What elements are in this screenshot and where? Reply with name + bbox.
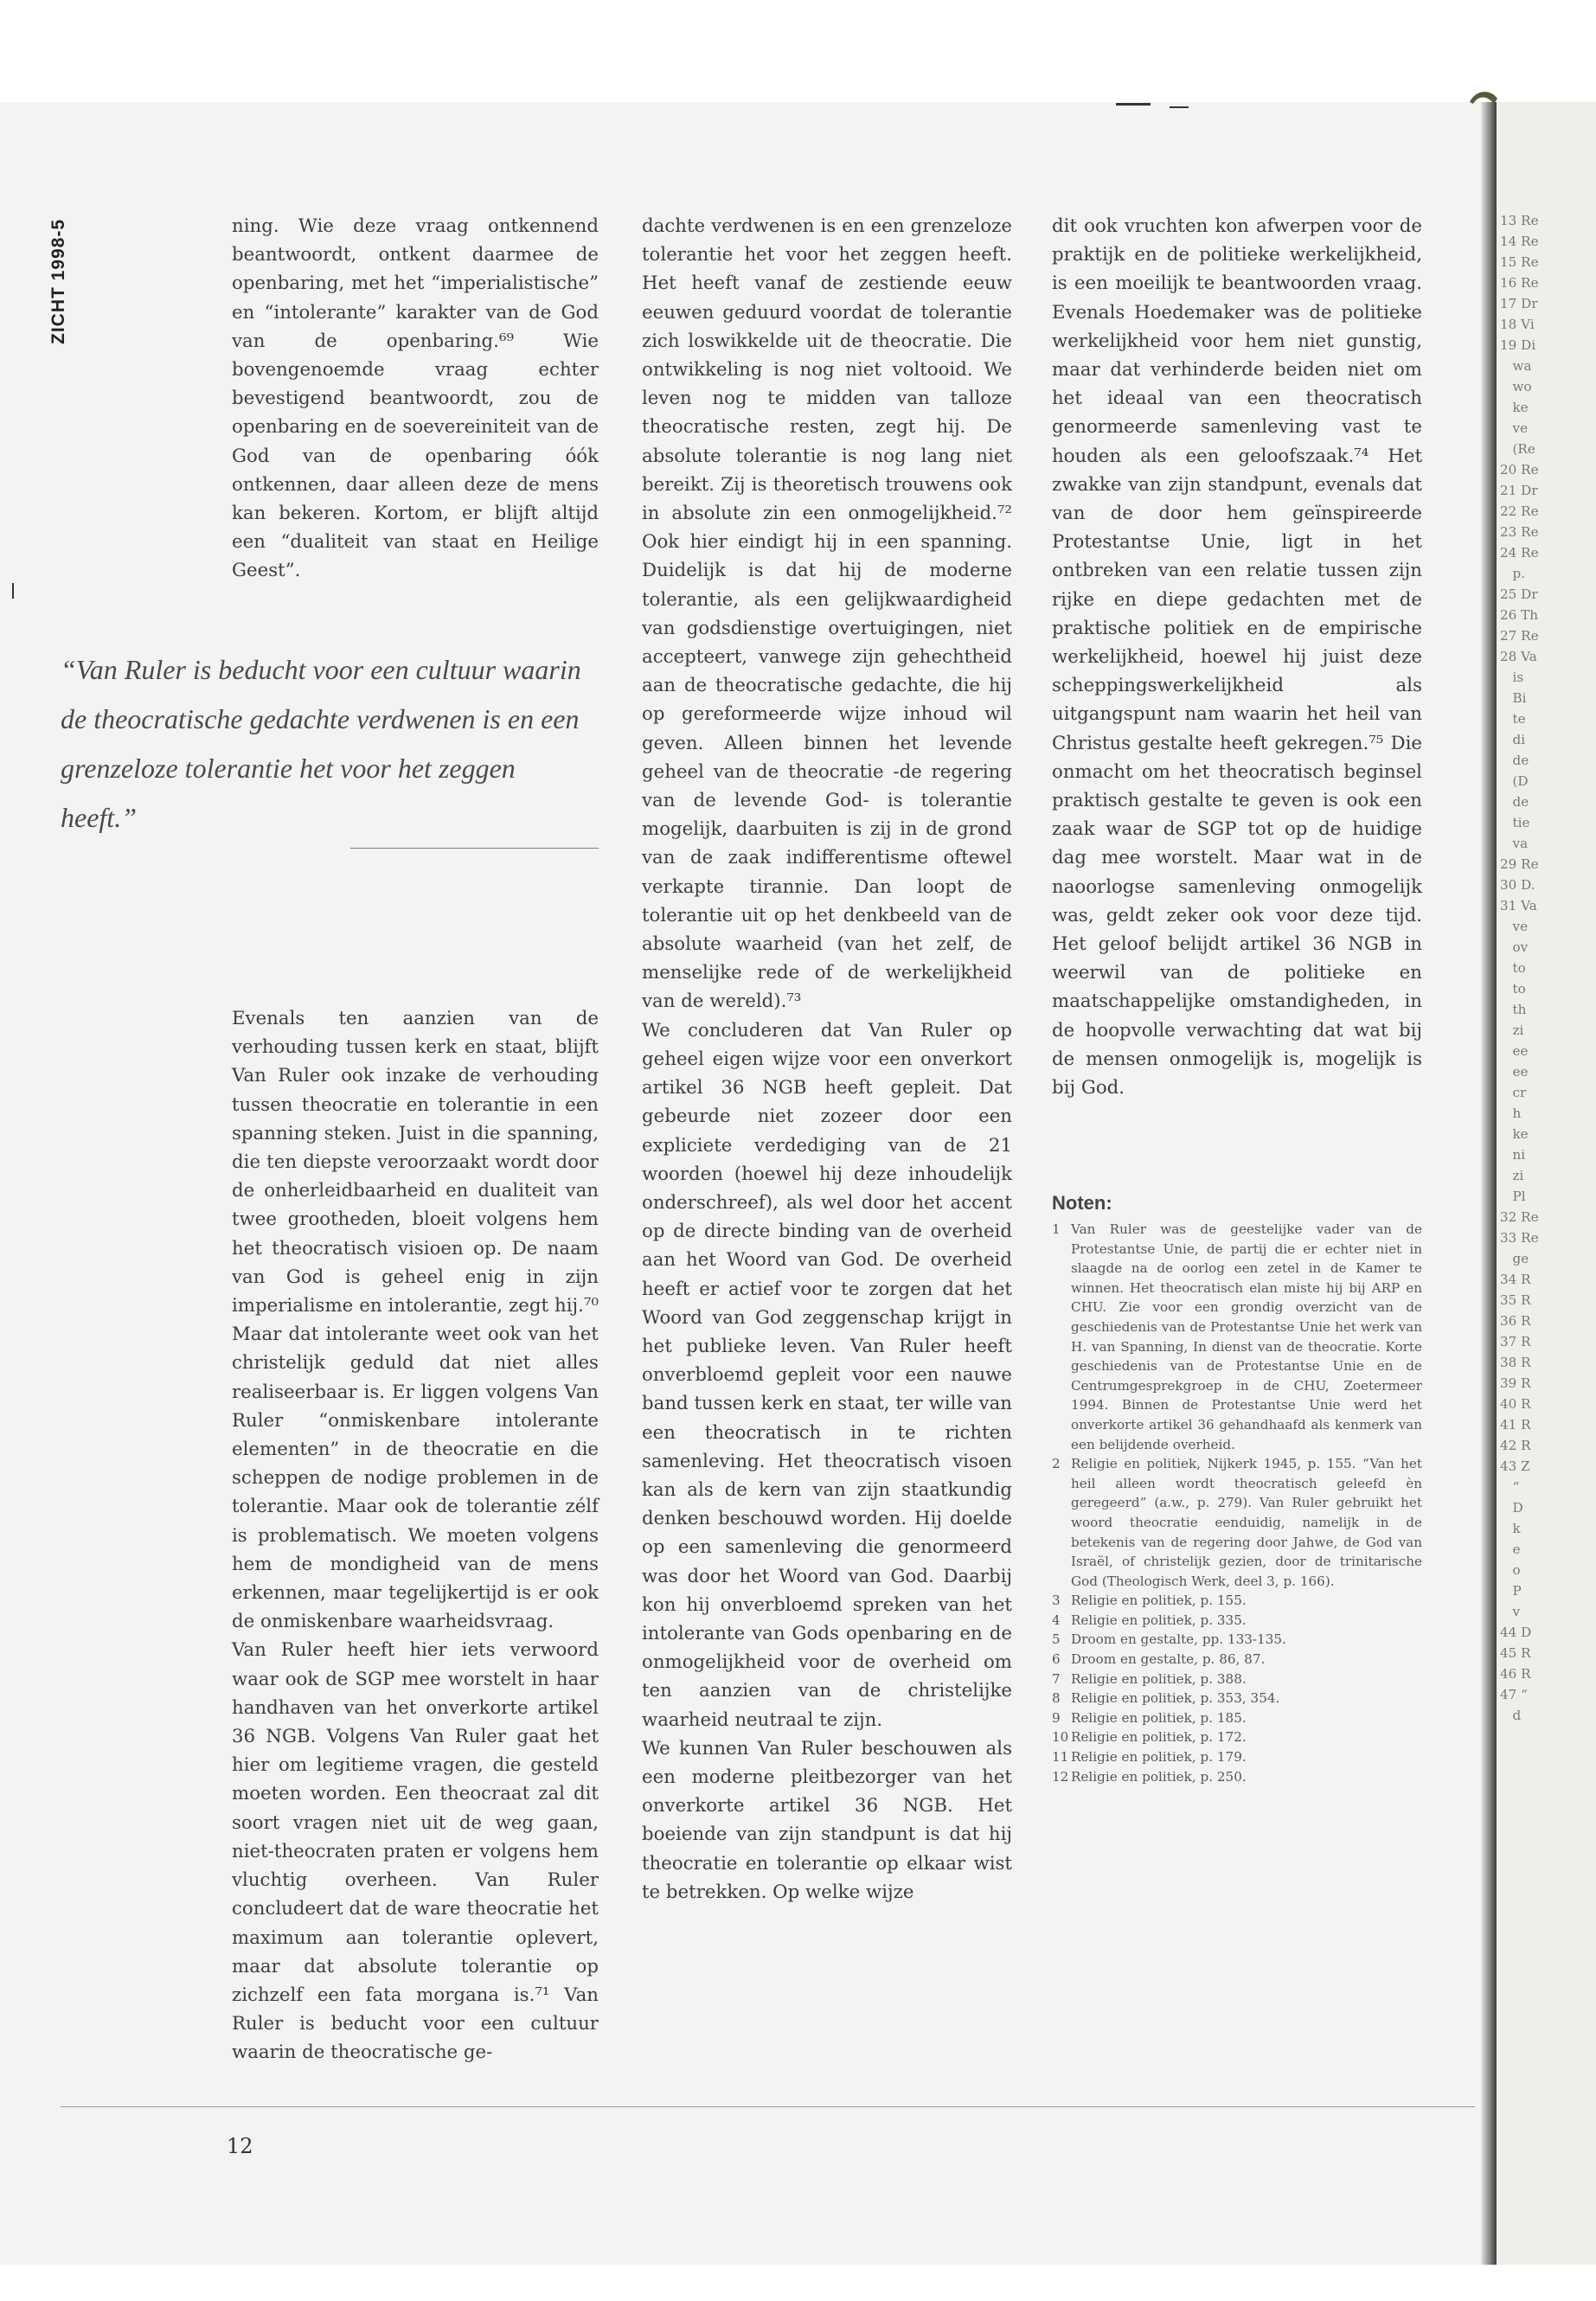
scan-mark — [12, 583, 14, 599]
note-text: Van Ruler was de geestelijke vader van de Protestantse Unie, de partij die er echter niet in slaagde na de oorlog een zetel in de Kamer te winnen. Het theocratisch elan miste hij bij ARP en CHU. Zie voor een grondig overzicht van de geschiedenis van de Protestantse Unie het werk van H. van Spanning, In dienst van de theocratie. Korte geschiedenis van de Protestantse Unie en de Centrumgesprekgroep in de CHU, Zoetermeer 1994. Binnen de Protestantse Unie werd het onverkorte artikel 36 gehandhaafd als kenmerk van een belijdende overheid. — [1071, 1221, 1422, 1452]
note-item — [1052, 1220, 1422, 1454]
note-item — [1052, 1591, 1422, 1611]
note-item — [1052, 1650, 1422, 1670]
note-text: Religie en politiek, p. 250. — [1071, 1768, 1247, 1785]
note-item — [1052, 1727, 1422, 1747]
note-number: 10 — [1052, 1729, 1069, 1746]
paragraph: Evenals ten aanzien van de verhouding tussen kerk en staat, blijft Van Ruler ook inzake de verhouding tussen theocratie en tolerantie in een spanning steken. Juist in die spanning, die ten diepste veroorzaakt wordt door de onherleidbaarheid en dualiteit van twee grootheden, bloeit volgens hem het theocratisch visioen op. De naam van God is geheel enig in zijn imperialisme en intolerantie, zegt hij.⁷⁰ Maar dat intolerante weet ook van het christelijk geduld dat niet alles realiseerbaar is. Er liggen volgens Van Ruler “onmiskenbare intolerante elementen” in de theocratie en die scheppen de nodige problemen in de tolerantie. Maar ook de tolerantie zélf is problematisch. We moeten volgens hem de mondigheid van de mens erkennen, maar tegelijkertijd is er ook de onmiskenbare waarheidsvraag. — [232, 1008, 599, 1633]
note-text: Religie en politiek, p. 388. — [1071, 1670, 1247, 1687]
notes-list — [1052, 1220, 1422, 1786]
note-number: 6 — [1052, 1651, 1061, 1668]
paragraph: ning. Wie deze vraag ontkennend beantwoordt, ontkent daarmee de openbaring, met het “imperialistische” en “intolerante” karakter van de God van de openbaring.⁶⁹ Wie bovengenoemde vraag echter bevestigend beantwoordt, zou de openbaring en de soevereiniteit van de God van de openbaring óók ontkennen, daar alleen deze de mens kan bekeren. Kortom, er blijft altijd een “dualiteit van staat en Heilige Geest”. — [232, 215, 599, 582]
scan-mark — [1170, 106, 1189, 108]
note-text: Religie en politiek, p. 179. — [1071, 1749, 1247, 1766]
adjacent-page-notes: 13 Re 14 Re 15 Re 16 Re 17 Dr 18 Vi 19 Di wa wo ke ve (Re 20 Re 21 Dr 22 Re 23 Re 24 Re p. 25 Dr 26 Th 27 Re 28 Va is Bi te di de (D de tie va 29 Re 30 D. 31 Va ve ov to to th zi ee ee cr h ke ni zi Pl 32 Re 33 Re ge 34 R 35 R 36 R 37 R 38 R 39 R 40 R 41 R 42 R 43 Z “ D k e o P v 44 D 45 R 46 R 47 “ d — [1500, 213, 1539, 1723]
notes-heading: Noten: — [1052, 1192, 1112, 1214]
note-text: Religie en politiek, p. 185. — [1071, 1709, 1247, 1726]
binding-clip-icon — [1468, 87, 1499, 106]
note-item — [1052, 1670, 1422, 1689]
note-item — [1052, 1630, 1422, 1650]
column-3 — [1052, 212, 1422, 1102]
note-number: 3 — [1052, 1593, 1061, 1609]
note-item — [1052, 1611, 1422, 1631]
footer-rule — [61, 2106, 1475, 2107]
note-number: 1 — [1052, 1221, 1061, 1237]
paragraph: We kunnen Van Ruler beschouwen als een moderne pleitbezorger van het onverkorte artikel 36 NGB. Het boeiende van zijn standpunt is dat hij theocratie en tolerantie op elkaar wist te betrekken. Op welke wijze — [642, 1737, 1012, 1903]
page-number: 12 — [227, 2134, 253, 2158]
note-text: Religie en politiek, p. 335. — [1071, 1612, 1247, 1628]
paragraph: dachte verdwenen is en een grenzeloze tolerantie het voor het zeggen heeft. Het heeft vanaf de zestiende eeuw eeuwen geduurd voordat de tolerantie zich loswikkelde uit de theocratie. Die ontwikkeling is nog niet voltooid. We leven nog te midden van talloze theocratische resten, zegt hij. De absolute tolerantie is nog lang niet bereikt. Zij is theoretisch trouwens ook in absolute zin een onmogelijkheid.⁷² Ook hier eindigt hij in een spanning. Duidelijk is dat hij de moderne tolerantie, als een gelijkwaardigheid van godsdienstige overtuigingen, niet accepteert, vanwege zijn gehechtheid aan de theocratische gedachte, die hij op gereformeerde wijze inhoud wil geven. Alleen binnen het levende geheel van de theocratie -de regering van de levende God- is tolerantie mogelijk, daarbuiten is zij in de grond van de zaak indifferentisme oftewel verkapte tirannie. Dan loopt de tolerantie uit op het denkbeeld van de absolute waarheid (van het zelf, de menselijke rede of de werkelijkheid van de wereld).⁷³ — [642, 215, 1012, 1013]
note-number: 4 — [1052, 1612, 1061, 1628]
note-number: 11 — [1052, 1749, 1069, 1766]
pull-quote: “Van Ruler is beducht voor een cultuur waarin de theocratische gedachte verdwenen is en een grenzeloze tolerantie het voor het zeggen heeft.” — [61, 654, 581, 833]
note-number: 5 — [1052, 1631, 1061, 1648]
column-1-top — [232, 212, 599, 586]
paragraph: We concluderen dat Van Ruler op geheel eigen wijze voor een onverkort artikel 36 NGB heeft gepleit. Dat gebeurde niet zozeer door een expliciete verdediging van de 21 woorden (hoewel hij deze inhoudelijk onderschreef), als wel door het accent op de directe binding van de overheid aan het Woord van God. De overheid heeft er actief voor te zorgen dat het Woord van God zeggenschap krijgt in het publieke leven. Van Ruler heeft onverbloemd gepleit voor een nauwe band tussen kerk en staat, ter wille van een theocratisch in te richten samenleving. Het theocratisch visoen kan als de kern van zijn staatkundig denken beschouwd worden. Hij doelde op een samenleving die genormeerd was door het Woord van God. Daarbij kon hij onverbloemd spreken van het intolerante van Gods openbaring en de onmogelijkheid voor de overheid om ten aanzien van de christelijke waarheid neutraal te zijn. — [642, 1019, 1012, 1731]
note-text: Droom en gestalte, p. 86, 87. — [1071, 1651, 1266, 1668]
note-text: Droom en gestalte, pp. 133-135. — [1071, 1631, 1286, 1648]
note-number: 9 — [1052, 1709, 1061, 1726]
note-item — [1052, 1689, 1422, 1708]
column-1-bottom — [232, 1004, 599, 2067]
scan-mark — [1116, 103, 1151, 106]
note-item — [1052, 1747, 1422, 1767]
note-text: Religie en politiek, Nijkerk 1945, p. 155. “Van het heil alleen wordt theocratisch geleefd èn geregeerd” (a.w., p. 279). Van Ruler gebruikt het woord theocratie eenduidig, namelijk in de betekenis van de regering door Jahwe, de God van Israël, of christelijk gezien, door de trinitarische God (Theologisch Werk, deel 3, p. 166). — [1071, 1456, 1422, 1589]
note-number: 8 — [1052, 1690, 1061, 1707]
note-text: Religie en politiek, p. 155. — [1071, 1593, 1247, 1609]
note-item — [1052, 1708, 1422, 1728]
note-item — [1052, 1767, 1422, 1787]
note-text: Religie en politiek, p. 172. — [1071, 1729, 1247, 1746]
note-text: Religie en politiek, p. 353, 354. — [1071, 1690, 1280, 1707]
note-number: 7 — [1052, 1670, 1061, 1687]
pull-quote-rule — [350, 848, 599, 849]
paragraph: Van Ruler heeft hier iets verwoord waar ook de SGP mee worstelt in haar handhaven van het onverkorte artikel 36 NGB. Volgens Van Ruler gaat het hier om legitieme vragen, die gesteld moeten worden. Een theocraat zal dit soort vragen niet uit de weg gaan, niet-theocraten praten er volgens hem vluchtig overheen. Van Ruler concludeert dat de ware theocratie het maximum aan tolerantie oplevert, maar dat absolute tolerantie op zichzelf een fata morgana is.⁷¹ Van Ruler is beducht voor een cultuur waarin de theocratische ge- — [232, 1639, 599, 2064]
paragraph: dit ook vruchten kon afwerpen voor de praktijk en de politieke werkelijkheid, is een moeilijk te beantwoorden vraag. Evenals Hoedemaker was de politieke werkelijkheid voor hem niet gunstig, maar dat verhinderde beiden niet om het ideaal van een theocratisch genormeerde samenleving vast te houden als een geloofszaak.⁷⁴ Het zwakke van zijn standpunt, evenals dat van de door hem geïnspireerde Protestantse Unie, ligt in het ontbreken van een relatie tussen zijn rijke en diepe gedachten met de praktische politiek en de empirische werkelijkheid, hoewel hij juist deze scheppingswerkelijkheid als uitgangspunt nam waarin het heil van Christus gestalte heeft gekregen.⁷⁵ Die onmacht om het theocratisch beginsel praktisch gestalte te geven is ook een zaak waar de SGP tot op de huidige dag mee worstelt. Maar wat in de naoorlogse samenleving onmogelijk was, geldt zeker ook voor deze tijd. Het geloof belijdt artikel 36 NGB in weerwil van de politieke en maatschappelijke omstandigheden, in de hoopvolle verwachting dat wat bij de mensen onmogelijk is, mogelijk is bij God. — [1052, 215, 1422, 1099]
note-item — [1052, 1454, 1422, 1591]
note-number: 12 — [1052, 1768, 1069, 1785]
book-gutter — [1481, 102, 1497, 2265]
column-2 — [642, 212, 1012, 1907]
note-number: 2 — [1052, 1456, 1061, 1472]
journal-issue-label: ZICHT 1998-5 — [48, 218, 68, 344]
